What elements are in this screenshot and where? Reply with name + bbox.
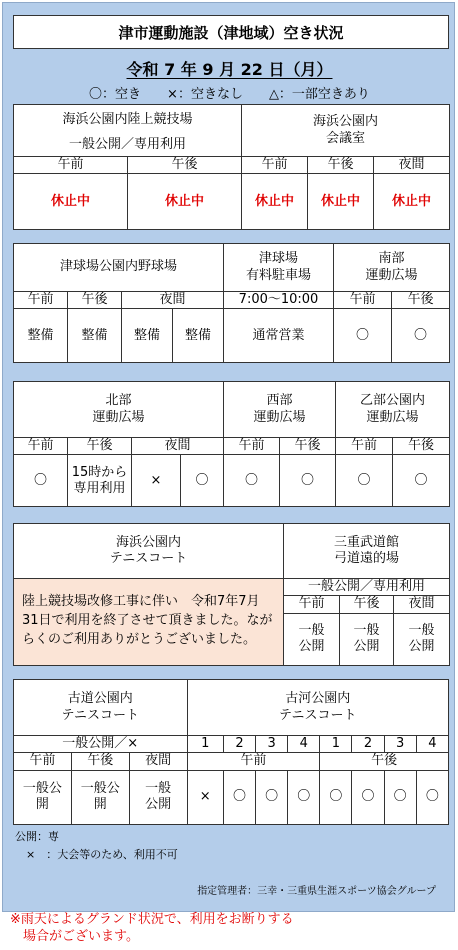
court-number: 3 [384,736,416,753]
facility-name: 古道公園内 テニスコート [14,680,188,736]
status-cell: 〇 [416,770,448,824]
block-tennis-budokan [13,523,450,666]
slot-header: 午後 [308,157,374,174]
slot-header: 午後 [280,438,336,455]
slot-header: 午前 [334,292,392,309]
court-number: 4 [416,736,448,753]
status-cell: 〇 [280,455,336,507]
status-cell: 〇 [224,455,280,507]
facility-name: 西部 運動広場 [224,382,336,438]
facility-name: 北部 運動広場 [14,382,224,438]
court-number: 3 [256,736,288,753]
status-cell: 一般 公開 [284,613,340,665]
status-cell: 〇 [334,309,392,363]
manager-credit: 指定管理者：三幸・三重県生涯スポーツ協会グループ [197,886,436,897]
status-cell: 休止中 [242,174,308,230]
block-sports-grounds [13,381,450,507]
status-cell: 〇 [14,455,68,507]
status-cell: 一般 公開 [340,613,394,665]
slot-header: 午後 [71,753,129,770]
slot-header: 夜間 [129,753,187,770]
facility-name: 津球場公園内野球場 [14,244,224,292]
status-cell: 休止中 [308,174,374,230]
slot-header: 午前 [14,438,68,455]
status-cell: × [187,770,223,824]
court-number: 2 [352,736,384,753]
status-cell: 一般 公開 [394,613,450,665]
rain-warning: ※雨天によるグランド状況で、利用をお断りする 場合がございます。 [10,912,294,944]
closure-notice: 陸上競技場改修工事に伴い 令和7年7月31日で利用を終了させて頂きました。ながらくのご利用ありがとうございました。 [14,579,284,666]
facility-name: 海浜公園内 会議室 [242,105,450,157]
facility-name: 津球場 有料駐車場 [224,244,334,292]
slot-header: 午後 [68,438,132,455]
status-cell: 〇 [393,455,450,507]
status-cell: 〇 [288,770,320,824]
slot-header: 午前 [242,157,308,174]
status-cell: 〇 [320,770,352,824]
slot-header: 午後 [68,292,122,309]
status-cell: 〇 [181,455,224,507]
slot-header: 午前 [187,753,320,770]
slot-header: 午後 [128,157,242,174]
slot-header: 午後 [393,438,450,455]
status-cell: 休止中 [374,174,450,230]
facility-name: 三重武道館 弓道遠的場 [284,524,450,579]
slot-header: 午前 [284,596,340,613]
block-baseball [13,243,450,363]
status-cell: 整備 [14,309,68,363]
status-cell: 休止中 [128,174,242,230]
facility-name: 乙部公園内 運動広場 [336,382,450,438]
facility-name: 海浜公園内陸上競技場 [14,105,242,135]
status-cell: 〇 [352,770,384,824]
status-cell: 〇 [223,770,255,824]
note-unavailable: × ：大会等のため、利用不可 [15,848,178,861]
slot-header: 夜間 [122,292,224,309]
block-beach-park [13,104,450,230]
slot-header: 午後 [340,596,394,613]
legend: 〇：空き ×：空きなし △：一部空きあり [89,87,370,102]
facility-name: 南部 運動広場 [334,244,450,292]
slot-header: 夜間 [374,157,450,174]
usage-type: 一般公開／専用利用 [284,579,450,596]
facility-name: 古河公園内 テニスコート [187,680,449,736]
page-title: 津市運動施設（津地域）空き状況 [13,15,449,49]
court-number: 1 [187,736,223,753]
slot-header: 午前 [14,753,72,770]
status-cell: 一般公 開 [14,770,72,824]
status-cell: 〇 [384,770,416,824]
court-number: 2 [223,736,255,753]
status-cell: 〇 [256,770,288,824]
status-cell: 通常営業 [224,309,334,363]
parking-hours: 7:00～10:00 [224,292,334,309]
status-cell: 整備 [173,309,224,363]
slot-header: 午後 [320,753,449,770]
status-cell: 〇 [336,455,393,507]
slot-header: 午前 [336,438,393,455]
status-panel [2,2,455,912]
court-number: 4 [288,736,320,753]
status-cell: 〇 [392,309,450,363]
slot-header: 夜間 [132,438,224,455]
block-tennis-courts [13,679,449,825]
date-text: 令和 7 年 9 月 22 日（月） [126,60,333,79]
status-date [3,57,456,80]
status-cell: × [132,455,181,507]
slot-header: 午前 [224,438,280,455]
status-cell: 一般公 開 [71,770,129,824]
court-number: 1 [320,736,352,753]
usage-type: 一般公開／専用利用 [14,135,242,157]
note-public: 公開：専 [15,830,59,843]
slot-header: 午後 [392,292,450,309]
status-cell: 整備 [68,309,122,363]
status-cell: 休止中 [14,174,128,230]
slot-header: 夜間 [394,596,450,613]
facility-name: 海浜公園内 テニスコート [14,524,284,579]
status-cell: 整備 [122,309,173,363]
status-cell: 一般 公開 [129,770,187,824]
slot-header: 午前 [14,292,68,309]
status-cell: 15時から 専用利用 [68,455,132,507]
slot-header: 午前 [14,157,128,174]
usage-type: 一般公開／× [14,736,188,753]
